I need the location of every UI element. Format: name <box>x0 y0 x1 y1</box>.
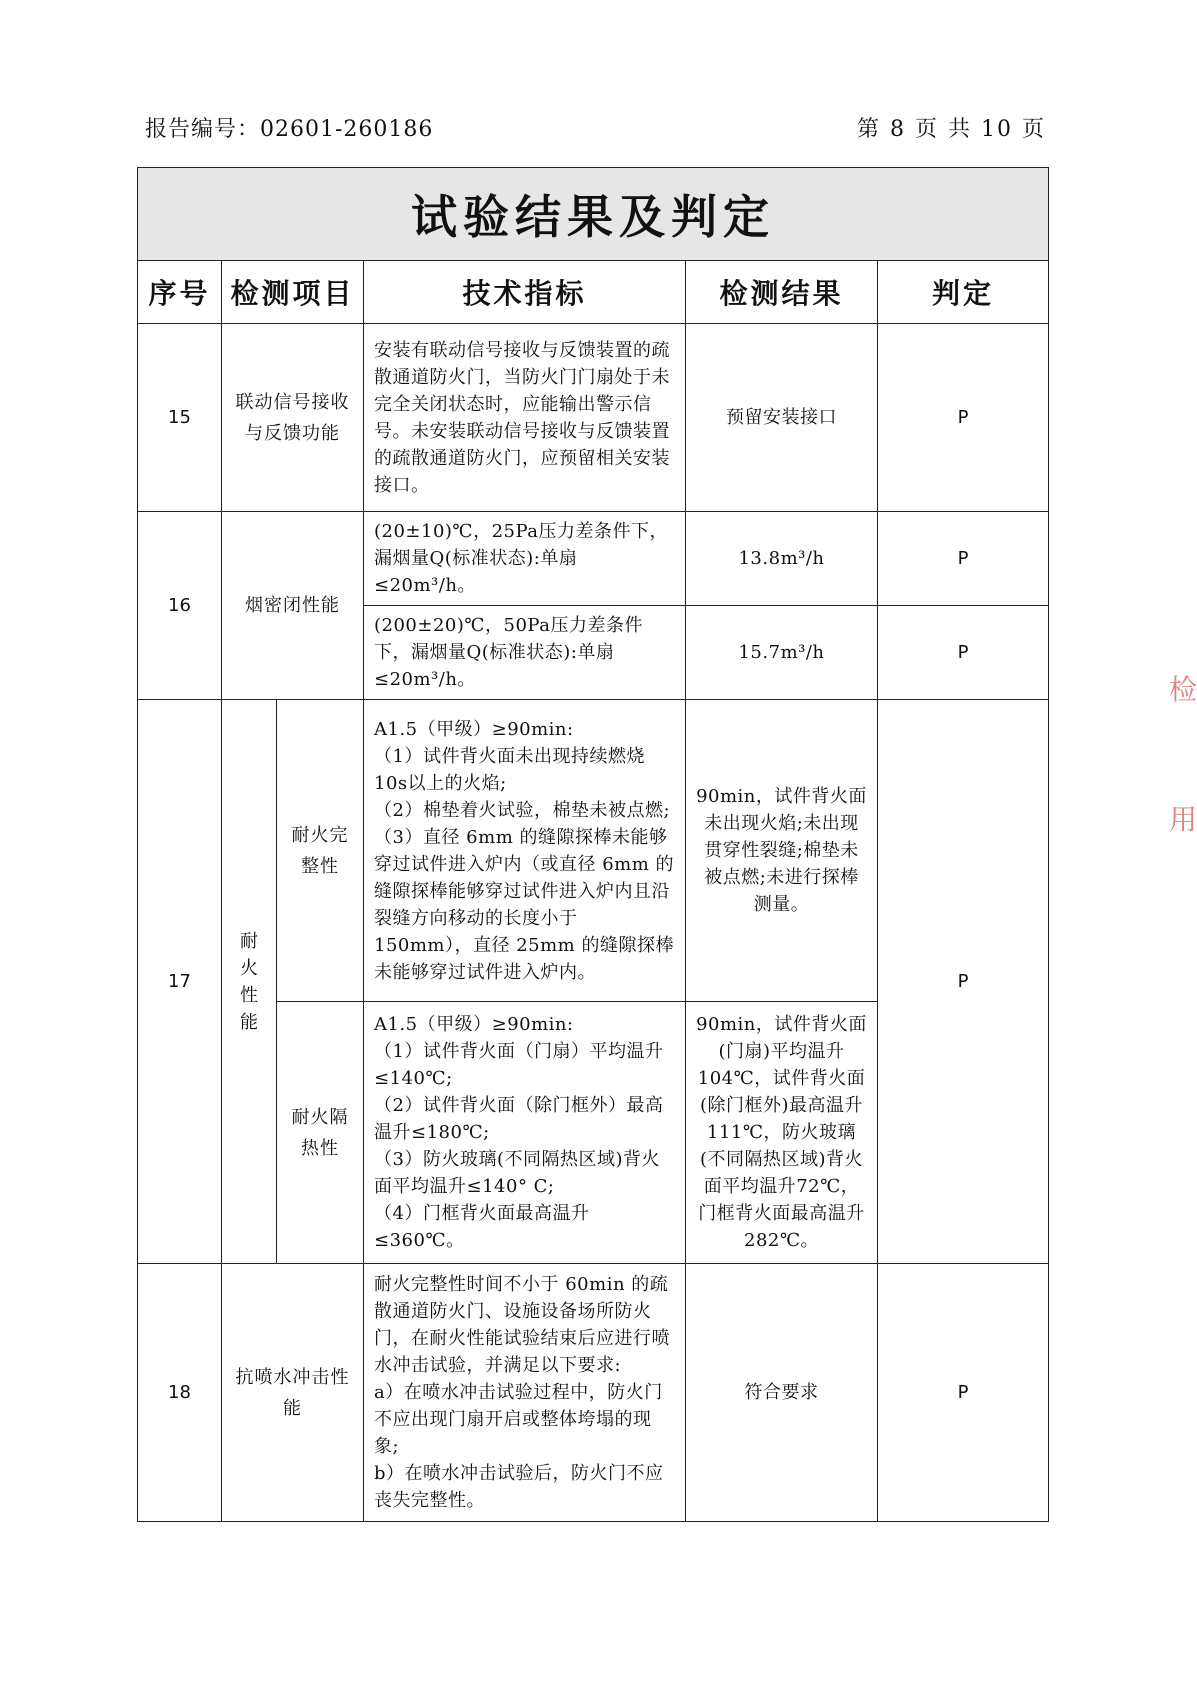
table-row <box>138 700 1049 1002</box>
tech-spec: A1.5（甲级）≥90min: （1）试件背火面未出现持续燃烧10s以上的火焰; （2）棉垫着火试验，棉垫未被点燃; （3）直径 6mm 的缝隙探棒未能够穿过试件进入炉内（或直径 6mm 的缝隙探棒能够穿过试件进入炉内且沿裂缝方向移动的长度小于 150mm），直径 25mm 的缝隙探棒未能够穿过试件进入炉内。 <box>364 700 686 1002</box>
verdict: P <box>878 324 1049 512</box>
test-item: 烟密闭性能 <box>222 512 364 700</box>
header-row <box>138 261 1049 324</box>
red-seal-stamp <box>1161 648 1197 868</box>
row-number: 17 <box>138 700 222 1264</box>
table-row <box>138 512 1049 606</box>
test-result: 13.8m³/h <box>686 512 878 606</box>
page-header <box>145 112 1046 148</box>
table-row <box>138 324 1049 512</box>
col-header-item: 检测项目 <box>222 261 364 324</box>
verdict: P <box>878 1264 1049 1522</box>
stamp-char: 检 <box>1169 673 1197 706</box>
sub-item: 耐火隔热性 <box>277 1002 364 1264</box>
results-table <box>137 167 1049 1522</box>
tech-spec: (20±10)℃，25Pa压力差条件下，漏烟量Q(标准状态):单扇≤20m³/h。 <box>364 512 686 606</box>
test-item-label: 耐火性能 <box>240 930 258 1033</box>
row-number: 18 <box>138 1264 222 1522</box>
page-indicator: 第 8 页 共 10 页 <box>857 117 1046 142</box>
row-number: 15 <box>138 324 222 512</box>
test-result: 90min，试件背火面(门扇)平均温升104℃，试件背火面(除门框外)最高温升111℃，防火玻璃(不同隔热区域)背火面平均温升72℃，门框背火面最高温升282℃。 <box>686 1002 878 1264</box>
verdict: P <box>878 606 1049 700</box>
tech-spec: 安装有联动信号接收与反馈装置的疏散通道防火门，当防火门门扇处于未完全关闭状态时，应能输出警示信号。未安装联动信号接收与反馈装置的疏散通道防火门，应预留相关安装接口。 <box>364 324 686 512</box>
test-result: 15.7m³/h <box>686 606 878 700</box>
test-item: 抗喷水冲击性能 <box>222 1264 364 1522</box>
col-header-spec: 技术指标 <box>364 261 686 324</box>
sub-item: 耐火完整性 <box>277 700 364 1002</box>
table-row <box>138 1264 1049 1522</box>
tech-spec: 耐火完整性时间不小于 60min 的疏散通道防火门、设施设备场所防火门，在耐火性能试验结束后应进行喷水冲击试验，并满足以下要求: a）在喷水冲击试验过程中，防火门不应出现门扇开启或整体垮塌的现象; b）在喷水冲击试验后，防火门不应丧失完整性。 <box>364 1264 686 1522</box>
test-item <box>222 700 277 1264</box>
test-item: 联动信号接收与反馈功能 <box>222 324 364 512</box>
tech-spec: (200±20)℃，50Pa压力差条件下，漏烟量Q(标准状态):单扇≤20m³/h。 <box>364 606 686 700</box>
verdict: P <box>878 700 1049 1264</box>
report-number: 报告编号：02601-260186 <box>145 117 434 142</box>
col-header-verdict: 判定 <box>878 261 1049 324</box>
col-header-result: 检测结果 <box>686 261 878 324</box>
test-result: 符合要求 <box>686 1264 878 1522</box>
stamp-char: 用 <box>1169 803 1197 836</box>
tech-spec: A1.5（甲级）≥90min: （1）试件背火面（门扇）平均温升≤140℃; （2）试件背火面（除门框外）最高温升≤180℃; （3）防火玻璃(不同隔热区域)背火面平均温升≤140° C; （4）门框背火面最高温升≤360℃。 <box>364 1002 686 1264</box>
row-number: 16 <box>138 512 222 700</box>
test-result: 预留安装接口 <box>686 324 878 512</box>
test-result: 90min，试件背火面未出现火焰;未出现贯穿性裂缝;棉垫未被点燃;未进行探棒测量。 <box>686 700 878 1002</box>
verdict: P <box>878 512 1049 606</box>
col-header-no: 序号 <box>138 261 222 324</box>
table-title: 试验结果及判定 <box>138 168 1049 261</box>
